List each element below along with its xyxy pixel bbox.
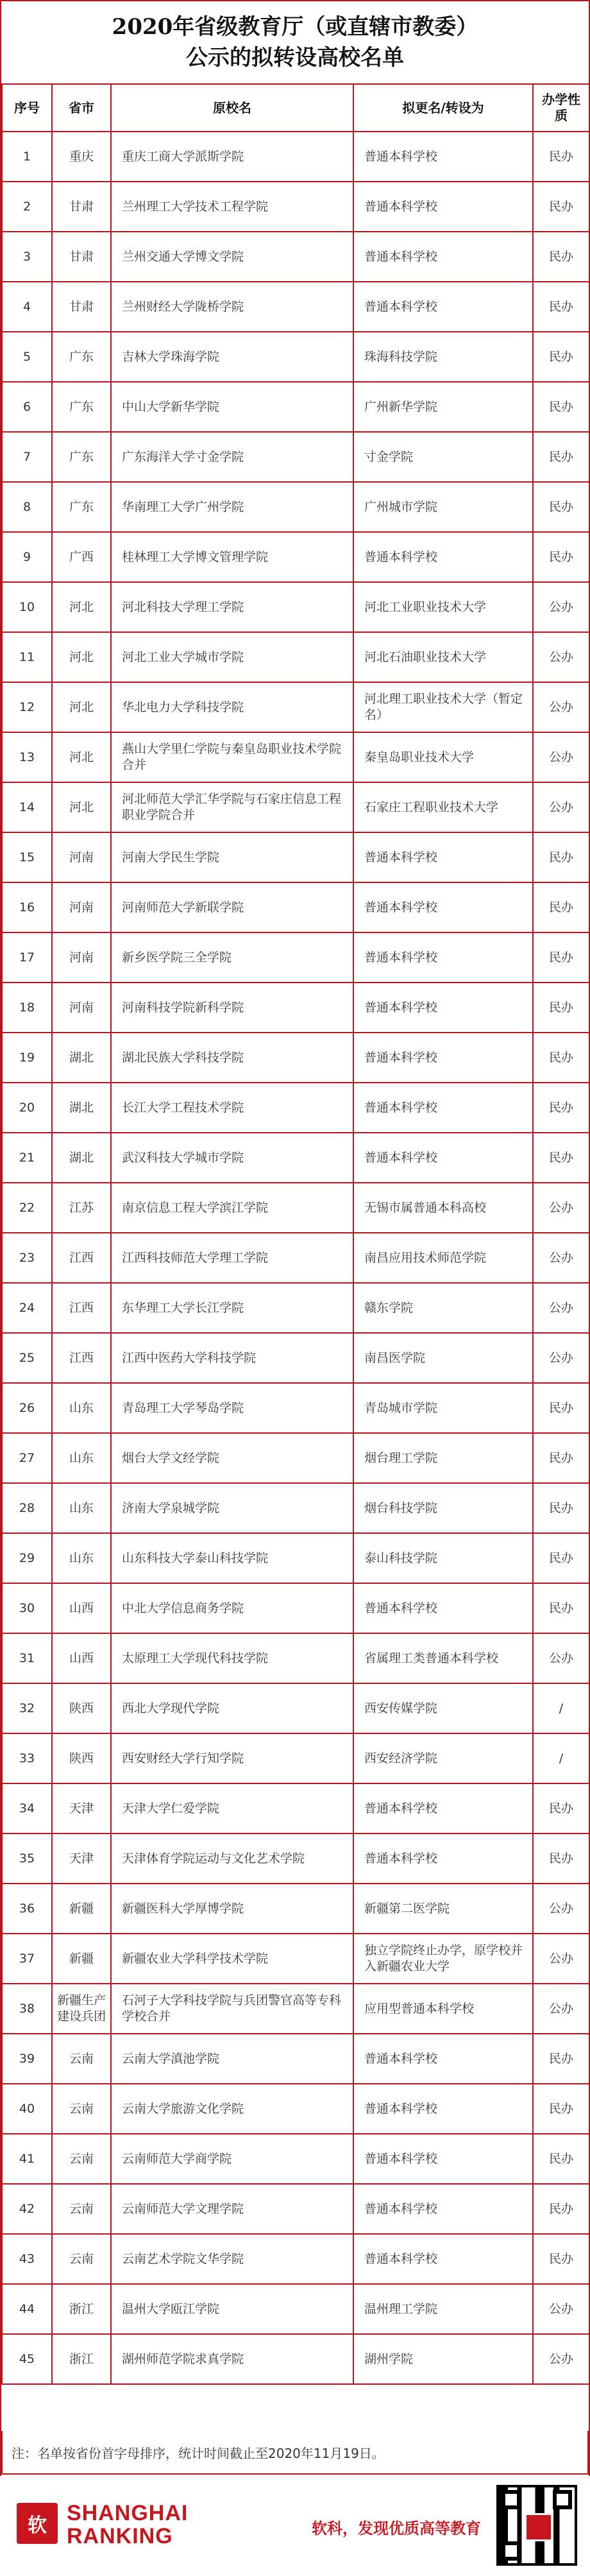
row-original-name: 南京信息工程大学滨江学院 — [111, 1183, 353, 1233]
row-nature: 民办 — [533, 132, 589, 182]
table-row — [2, 1383, 589, 1433]
row-number: 2 — [2, 182, 52, 232]
row-new-name: 河北石油职业技术大学 — [353, 632, 533, 682]
row-province: 山西 — [52, 1633, 111, 1683]
row-number: 38 — [2, 1984, 52, 2034]
row-number: 39 — [2, 2034, 52, 2084]
row-number: 13 — [2, 732, 52, 782]
row-number: 11 — [2, 632, 52, 682]
row-original-name: 兰州财经大学陇桥学院 — [111, 282, 353, 332]
row-nature: 公办 — [533, 1984, 589, 2034]
table-row — [2, 2334, 589, 2384]
row-province: 新疆 — [52, 1934, 111, 1984]
table-row — [2, 582, 589, 632]
row-new-name: 普通本科学校 — [353, 282, 533, 332]
row-province: 云南 — [52, 2134, 111, 2184]
row-original-name: 烟台大学文经学院 — [111, 1433, 353, 1483]
row-nature: 民办 — [533, 1433, 589, 1483]
table-row — [2, 532, 589, 582]
table-row — [2, 782, 589, 832]
table-row — [2, 1583, 589, 1633]
table-row — [2, 382, 589, 432]
row-original-name: 青岛理工大学琴岛学院 — [111, 1383, 353, 1433]
table-row — [2, 1683, 589, 1733]
row-new-name: 普通本科学校 — [353, 2084, 533, 2134]
row-province: 河北 — [52, 732, 111, 782]
table-row — [2, 2034, 589, 2084]
row-new-name: 普通本科学校 — [353, 2234, 533, 2284]
row-new-name: 南昌应用技术师范学院 — [353, 1233, 533, 1283]
row-nature: 公办 — [533, 732, 589, 782]
schools-table — [1, 83, 590, 2385]
row-province: 陕西 — [52, 1733, 111, 1783]
row-original-name: 湖州师范学院求真学院 — [111, 2334, 353, 2384]
row-nature: 民办 — [533, 432, 589, 482]
row-number: 22 — [2, 1183, 52, 1233]
row-original-name: 河北科技大学理工学院 — [111, 582, 353, 632]
row-new-name: 泰山科技学院 — [353, 1533, 533, 1583]
row-province: 江西 — [52, 1333, 111, 1383]
row-new-name: 普通本科学校 — [353, 2184, 533, 2234]
col-header-original: 原校名 — [111, 84, 353, 132]
row-number: 30 — [2, 1583, 52, 1633]
row-nature: 民办 — [533, 232, 589, 282]
row-province: 江西 — [52, 1233, 111, 1283]
row-province: 湖北 — [52, 1033, 111, 1083]
row-province: 山东 — [52, 1483, 111, 1533]
row-nature: 民办 — [533, 882, 589, 932]
row-province: 河北 — [52, 632, 111, 682]
row-original-name: 新乡医学院三全学院 — [111, 932, 353, 983]
col-header-province: 省市 — [52, 84, 111, 132]
row-original-name: 新疆农业大学科学技术学院 — [111, 1934, 353, 1984]
row-number: 7 — [2, 432, 52, 482]
qr-corner — [553, 2490, 572, 2509]
row-new-name: 温州理工学院 — [353, 2284, 533, 2334]
row-number: 27 — [2, 1433, 52, 1483]
table-row — [2, 1183, 589, 1233]
row-original-name: 天津大学仁爱学院 — [111, 1783, 353, 1833]
row-new-name: 广州新华学院 — [353, 382, 533, 432]
row-number: 42 — [2, 2184, 52, 2234]
row-number: 6 — [2, 382, 52, 432]
row-new-name: 石家庄工程职业技术大学 — [353, 782, 533, 832]
table-row — [2, 1733, 589, 1783]
row-new-name: 普通本科学校 — [353, 232, 533, 282]
brand-name — [67, 2502, 188, 2548]
row-province: 天津 — [52, 1783, 111, 1833]
row-number: 1 — [2, 132, 52, 182]
row-number: 24 — [2, 1283, 52, 1333]
table-row — [2, 182, 589, 232]
row-new-name: 烟台科技学院 — [353, 1483, 533, 1533]
row-number: 26 — [2, 1383, 52, 1433]
row-nature: 民办 — [533, 2034, 589, 2084]
row-original-name: 桂林理工大学博文管理学院 — [111, 532, 353, 582]
table-row — [2, 932, 589, 983]
row-number: 34 — [2, 1783, 52, 1833]
row-number: 17 — [2, 932, 52, 983]
table-row — [2, 482, 589, 532]
row-nature: 民办 — [533, 1483, 589, 1533]
row-province: 浙江 — [52, 2334, 111, 2384]
row-province: 河南 — [52, 983, 111, 1033]
row-original-name: 华北电力大学科技学院 — [111, 682, 353, 732]
row-new-name: 普通本科学校 — [353, 2134, 533, 2184]
row-number: 33 — [2, 1733, 52, 1783]
row-province: 广西 — [52, 532, 111, 582]
row-nature: 公办 — [533, 2284, 589, 2334]
row-new-name: 河北工业职业技术大学 — [353, 582, 533, 632]
table-row — [2, 682, 589, 732]
row-number: 21 — [2, 1133, 52, 1183]
row-original-name: 云南大学滇池学院 — [111, 2034, 353, 2084]
row-nature: 民办 — [533, 2184, 589, 2234]
row-nature: 民办 — [533, 382, 589, 432]
row-province: 河北 — [52, 782, 111, 832]
row-number: 43 — [2, 2234, 52, 2284]
row-province: 江西 — [52, 1283, 111, 1333]
row-nature: 民办 — [533, 1833, 589, 1884]
row-new-name: 赣东学院 — [353, 1283, 533, 1333]
row-new-name: 西安传媒学院 — [353, 1683, 533, 1733]
table-row — [2, 1433, 589, 1483]
row-province: 山东 — [52, 1433, 111, 1483]
row-number: 18 — [2, 983, 52, 1033]
row-original-name: 济南大学泉城学院 — [111, 1483, 353, 1533]
row-original-name: 广东海洋大学寸金学院 — [111, 432, 353, 482]
row-province: 云南 — [52, 2084, 111, 2134]
row-new-name: 南昌医学院 — [353, 1333, 533, 1383]
row-original-name: 东华理工大学长江学院 — [111, 1283, 353, 1333]
brand-footer — [0, 2476, 590, 2576]
row-province: 河北 — [52, 682, 111, 732]
row-nature: / — [533, 1683, 589, 1733]
row-original-name: 长江大学工程技术学院 — [111, 1083, 353, 1133]
row-province: 江苏 — [52, 1183, 111, 1233]
row-nature: 民办 — [533, 332, 589, 382]
row-province: 浙江 — [52, 2284, 111, 2334]
row-nature: 民办 — [533, 1133, 589, 1183]
table-header-row — [2, 84, 589, 132]
table-row — [2, 882, 589, 932]
row-original-name: 云南大学旅游文化学院 — [111, 2084, 353, 2134]
table-row — [2, 1783, 589, 1833]
qr-center-logo — [525, 2513, 553, 2541]
shanghai-ranking-logo-icon: 软 — [17, 2503, 58, 2544]
row-province: 河南 — [52, 932, 111, 983]
row-nature: 公办 — [533, 782, 589, 832]
row-original-name: 温州大学瓯江学院 — [111, 2284, 353, 2334]
row-original-name: 江西科技师范大学理工学院 — [111, 1233, 353, 1283]
row-province: 山东 — [52, 1383, 111, 1433]
row-nature: / — [533, 1733, 589, 1783]
row-new-name: 普通本科学校 — [353, 132, 533, 182]
footnote: 注：名单按省份首字母排序，统计时间截止至2020年11月19日。 — [1, 2431, 589, 2475]
row-province: 重庆 — [52, 132, 111, 182]
row-province: 云南 — [52, 2034, 111, 2084]
row-original-name: 河南大学民生学院 — [111, 832, 353, 882]
row-number: 41 — [2, 2134, 52, 2184]
row-number: 20 — [2, 1083, 52, 1133]
row-new-name: 普通本科学校 — [353, 532, 533, 582]
row-original-name: 新疆医科大学厚博学院 — [111, 1884, 353, 1934]
table-row — [2, 2284, 589, 2334]
row-new-name: 普通本科学校 — [353, 1783, 533, 1833]
row-nature: 公办 — [533, 1934, 589, 1984]
row-province: 山东 — [52, 1533, 111, 1583]
table-row — [2, 832, 589, 882]
row-new-name: 普通本科学校 — [353, 1083, 533, 1133]
row-new-name: 普通本科学校 — [353, 1033, 533, 1083]
row-new-name: 普通本科学校 — [353, 832, 533, 882]
row-province: 天津 — [52, 1833, 111, 1884]
table-row — [2, 2084, 589, 2134]
row-new-name: 西安经济学院 — [353, 1733, 533, 1783]
row-number: 40 — [2, 2084, 52, 2134]
table-row — [2, 1984, 589, 2034]
row-number: 15 — [2, 832, 52, 882]
row-nature: 民办 — [533, 532, 589, 582]
row-province: 广东 — [52, 382, 111, 432]
row-new-name: 应用型普通本科学校 — [353, 1984, 533, 2034]
qr-code-icon[interactable] — [496, 2485, 577, 2566]
row-number: 25 — [2, 1333, 52, 1383]
row-original-name: 兰州交通大学博文学院 — [111, 232, 353, 282]
row-province: 云南 — [52, 2234, 111, 2284]
row-nature: 民办 — [533, 1583, 589, 1633]
row-province: 甘肃 — [52, 232, 111, 282]
row-number: 44 — [2, 2284, 52, 2334]
row-original-name: 云南艺术学院文华学院 — [111, 2234, 353, 2284]
row-new-name: 普通本科学校 — [353, 1583, 533, 1633]
row-number: 3 — [2, 232, 52, 282]
row-new-name: 河北理工职业技术大学（暂定名） — [353, 682, 533, 732]
row-original-name: 云南师范大学商学院 — [111, 2134, 353, 2184]
row-original-name: 燕山大学里仁学院与秦皇岛职业技术学院合并 — [111, 732, 353, 782]
row-nature: 民办 — [533, 2134, 589, 2184]
row-province: 广东 — [52, 432, 111, 482]
table-row — [2, 1033, 589, 1083]
row-province: 广东 — [52, 482, 111, 532]
row-nature: 民办 — [533, 1083, 589, 1133]
col-header-nature: 办学性质 — [533, 84, 589, 132]
row-number: 9 — [2, 532, 52, 582]
table-row — [2, 232, 589, 282]
table-body — [2, 132, 589, 2384]
row-nature: 公办 — [533, 632, 589, 682]
table-row — [2, 1283, 589, 1333]
row-original-name: 河南师范大学新联学院 — [111, 882, 353, 932]
row-original-name: 中北大学信息商务学院 — [111, 1583, 353, 1633]
row-original-name: 西安财经大学行知学院 — [111, 1733, 353, 1783]
row-number: 29 — [2, 1533, 52, 1583]
page-header — [1, 1, 589, 83]
row-number: 14 — [2, 782, 52, 832]
table-row — [2, 1884, 589, 1934]
row-number: 28 — [2, 1483, 52, 1533]
table-row — [2, 1633, 589, 1683]
row-province: 甘肃 — [52, 182, 111, 232]
page-title-line2: 公示的拟转设高校名单 — [186, 45, 404, 71]
col-header-new-name: 拟更名/转设为 — [353, 84, 533, 132]
row-new-name: 普通本科学校 — [353, 182, 533, 232]
brand-line1: SHANGHAI — [67, 2501, 189, 2525]
row-province: 新疆生产建设兵团 — [52, 1984, 111, 2034]
row-new-name: 普通本科学校 — [353, 882, 533, 932]
row-new-name: 普通本科学校 — [353, 2034, 533, 2084]
row-nature: 公办 — [533, 1884, 589, 1934]
table-row — [2, 432, 589, 482]
row-nature: 公办 — [533, 682, 589, 732]
table-row — [2, 1833, 589, 1884]
row-original-name: 河南科技学院新科学院 — [111, 983, 353, 1033]
row-original-name: 武汉科技大学城市学院 — [111, 1133, 353, 1183]
row-nature: 公办 — [533, 1233, 589, 1283]
row-number: 5 — [2, 332, 52, 382]
row-original-name: 太原理工大学现代科技学院 — [111, 1633, 353, 1683]
brand-slogan: 软科，发现优质高等教育 — [312, 2520, 481, 2537]
row-province: 陕西 — [52, 1683, 111, 1733]
row-original-name: 重庆工商大学派斯学院 — [111, 132, 353, 182]
row-new-name: 普通本科学校 — [353, 983, 533, 1033]
row-nature: 民办 — [533, 1533, 589, 1583]
row-original-name: 华南理工大学广州学院 — [111, 482, 353, 532]
row-new-name: 烟台理工学院 — [353, 1433, 533, 1483]
table-row — [2, 1533, 589, 1583]
row-number: 45 — [2, 2334, 52, 2384]
table-row — [2, 983, 589, 1033]
row-new-name: 省属理工类普通本科学校 — [353, 1633, 533, 1683]
row-province: 湖北 — [52, 1083, 111, 1133]
row-nature: 公办 — [533, 582, 589, 632]
row-number: 23 — [2, 1233, 52, 1283]
page-title-line1: 2020年省级教育厅（或直辖市教委） — [112, 14, 478, 40]
row-province: 山西 — [52, 1583, 111, 1633]
row-nature: 公办 — [533, 1183, 589, 1233]
col-header-no: 序号 — [2, 84, 52, 132]
row-nature: 民办 — [533, 1783, 589, 1833]
row-number: 4 — [2, 282, 52, 332]
row-new-name: 独立学院终止办学，原学校并入新疆农业大学 — [353, 1934, 533, 1984]
row-province: 新疆 — [52, 1884, 111, 1934]
row-number: 8 — [2, 482, 52, 532]
row-nature: 民办 — [533, 983, 589, 1033]
row-number: 19 — [2, 1033, 52, 1083]
row-number: 10 — [2, 582, 52, 632]
row-original-name: 吉林大学珠海学院 — [111, 332, 353, 382]
row-nature: 民办 — [533, 932, 589, 983]
row-nature: 民办 — [533, 482, 589, 532]
table-row — [2, 2184, 589, 2234]
row-number: 16 — [2, 882, 52, 932]
table-row — [2, 732, 589, 782]
row-original-name: 天津体育学院运动与文化艺术学院 — [111, 1833, 353, 1884]
row-new-name: 普通本科学校 — [353, 1833, 533, 1884]
row-number: 37 — [2, 1934, 52, 1984]
row-number: 12 — [2, 682, 52, 732]
row-new-name: 广州城市学院 — [353, 482, 533, 532]
row-number: 32 — [2, 1683, 52, 1733]
row-original-name: 河北工业大学城市学院 — [111, 632, 353, 682]
row-original-name: 云南师范大学文理学院 — [111, 2184, 353, 2234]
row-new-name: 普通本科学校 — [353, 1133, 533, 1183]
row-new-name: 湖州学院 — [353, 2334, 533, 2384]
row-nature: 民办 — [533, 2234, 589, 2284]
table-row — [2, 332, 589, 382]
qr-corner — [501, 2490, 521, 2509]
row-nature: 民办 — [533, 282, 589, 332]
table-row — [2, 632, 589, 682]
table-row — [2, 1483, 589, 1533]
row-new-name: 青岛城市学院 — [353, 1383, 533, 1433]
row-province: 湖北 — [52, 1133, 111, 1183]
row-province: 甘肃 — [52, 282, 111, 332]
qr-corner — [501, 2541, 521, 2561]
row-province: 河南 — [52, 882, 111, 932]
row-number: 35 — [2, 1833, 52, 1884]
row-number: 36 — [2, 1884, 52, 1934]
row-original-name: 湖北民族大学科技学院 — [111, 1033, 353, 1083]
row-new-name: 无锡市属普通本科高校 — [353, 1183, 533, 1233]
row-province: 广东 — [52, 332, 111, 382]
row-province: 河南 — [52, 832, 111, 882]
row-original-name: 中山大学新华学院 — [111, 382, 353, 432]
table-row — [2, 1333, 589, 1383]
table-row — [2, 1934, 589, 1984]
row-original-name: 石河子大学科技学院与兵团警官高等专科学校合并 — [111, 1984, 353, 2034]
table-row — [2, 1133, 589, 1183]
table-row — [2, 282, 589, 332]
row-new-name: 秦皇岛职业技术大学 — [353, 732, 533, 782]
row-original-name: 西北大学现代学院 — [111, 1683, 353, 1733]
row-nature: 公办 — [533, 2334, 589, 2384]
row-nature: 公办 — [533, 1633, 589, 1683]
brand-line2: RANKING — [67, 2524, 173, 2548]
row-nature: 公办 — [533, 1283, 589, 1333]
row-new-name: 珠海科技学院 — [353, 332, 533, 382]
row-new-name: 普通本科学校 — [353, 932, 533, 983]
table-row — [2, 2134, 589, 2184]
row-province: 河北 — [52, 582, 111, 632]
row-original-name: 江西中医药大学科技学院 — [111, 1333, 353, 1383]
row-nature: 民办 — [533, 1383, 589, 1433]
row-province: 云南 — [52, 2184, 111, 2234]
row-nature: 民办 — [533, 832, 589, 882]
table-row — [2, 132, 589, 182]
row-original-name: 兰州理工大学技术工程学院 — [111, 182, 353, 232]
row-original-name: 河北师范大学汇华学院与石家庄信息工程职业学院合并 — [111, 782, 353, 832]
row-nature: 民办 — [533, 182, 589, 232]
table-row — [2, 2234, 589, 2284]
table-row — [2, 1083, 589, 1133]
row-nature: 民办 — [533, 1033, 589, 1083]
row-new-name: 寸金学院 — [353, 432, 533, 482]
row-new-name: 新疆第二医学院 — [353, 1884, 533, 1934]
row-nature: 民办 — [533, 2084, 589, 2134]
row-nature: 公办 — [533, 1333, 589, 1383]
row-number: 31 — [2, 1633, 52, 1683]
table-row — [2, 1233, 589, 1283]
row-original-name: 山东科技大学泰山科技学院 — [111, 1533, 353, 1583]
